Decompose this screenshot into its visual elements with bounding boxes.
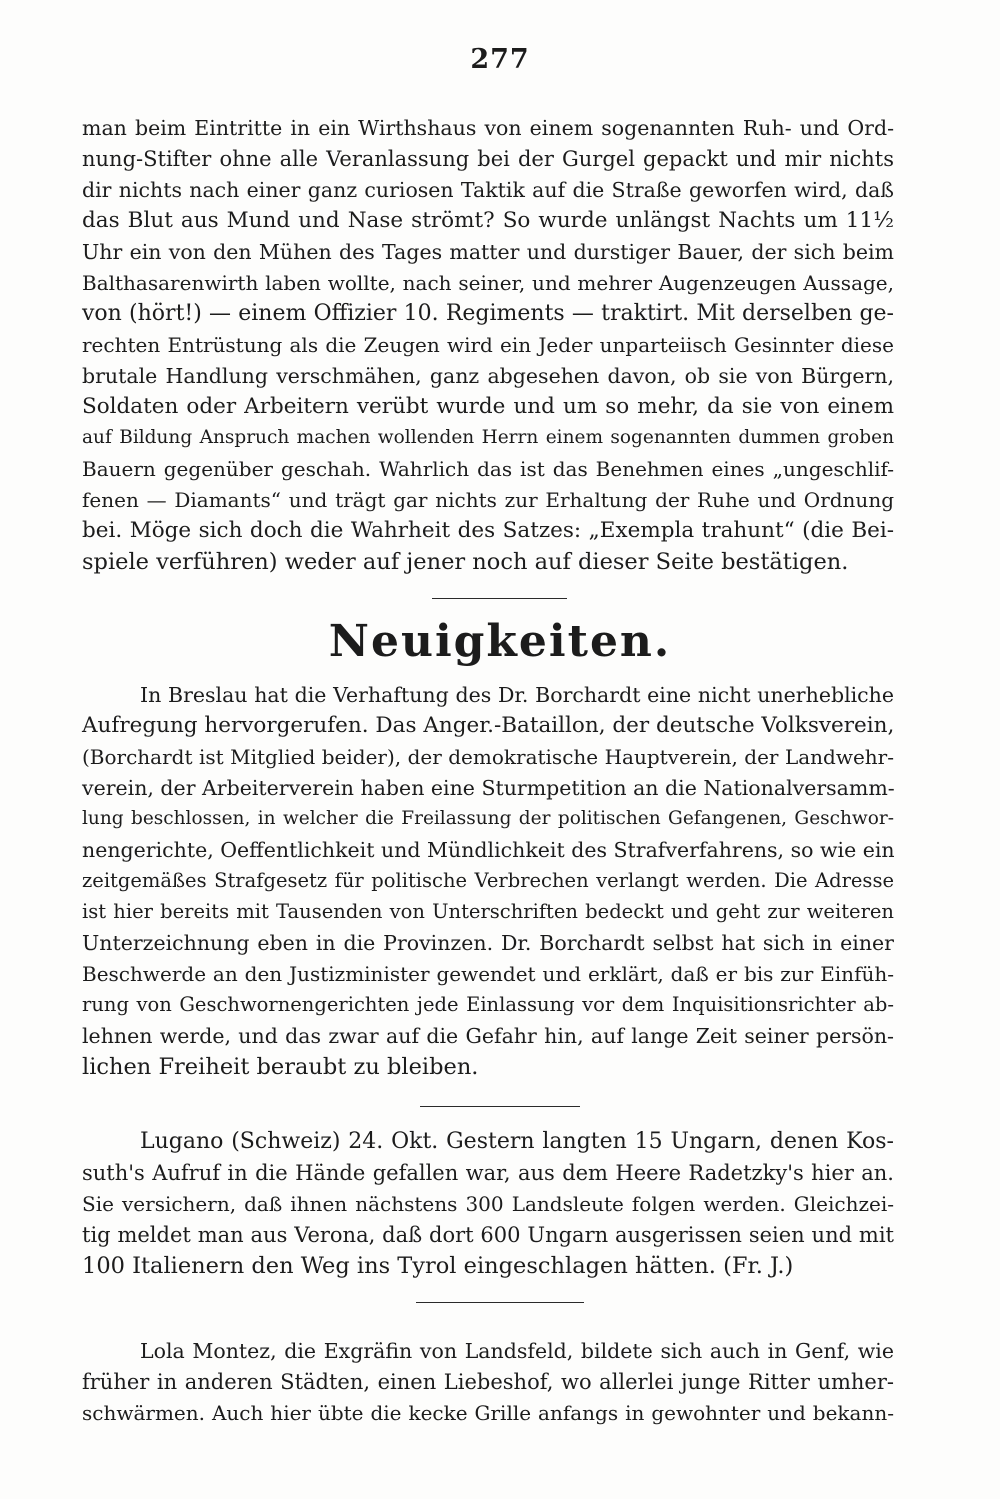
text-line: auf Bildung Anspruch machen wollenden Herrn einem sogenannten dummen groben (82, 427, 894, 448)
page-number: 277 (470, 44, 530, 75)
text-line: Uhr ein von den Mühen des Tages matter und durstiger Bauer, der sich beim (82, 240, 894, 264)
text-line: spiele verführen) weder auf jener noch auf dieser Seite bestätigen. (82, 549, 849, 575)
text-line: ist hier bereits mit Tausenden von Unterschriften bedeckt und geht zur weiteren (82, 900, 894, 923)
text-line: suth's Aufruf in die Hände gefallen war, aus dem Heere Radetzky's hier an. (82, 1161, 894, 1185)
text-line: Sie versichern, daß ihnen nächstens 300 Landsleute folgen werden. Gleichzei- (82, 1192, 894, 1216)
text-line: nengerichte, Oeffentlichkeit und Mündlichkeit des Strafverfahrens, so wie ein (82, 838, 895, 862)
text-line: Balthasarenwirth laben wollte, nach seiner, und mehrer Augenzeugen Aussage, (82, 271, 894, 295)
text-line: Lugano (Schweiz) 24. Okt. Gestern langten 15 Ungarn, denen Kos- (140, 1129, 894, 1154)
section-divider (420, 1106, 580, 1107)
text-line: Unterzeichnung eben in die Provinzen. Dr. Borchardt selbst hat sich in einer (82, 931, 894, 955)
text-line: lehnen werde, und das zwar auf die Gefahr hin, auf lange Zeit seiner persön- (82, 1024, 894, 1048)
section-heading: Neuigkeiten. (328, 616, 672, 667)
text-line: verein, der Arbeiterverein haben eine Sturmpetition an die Nationalversamm- (82, 776, 895, 800)
text-line: früher in anderen Städten, einen Liebeshof, wo allerlei junge Ritter umher- (82, 1370, 894, 1394)
text-line: fenen — Diamants“ und trägt gar nichts zur Erhaltung der Ruhe und Ordnung (82, 488, 894, 512)
text-line: (Borchardt ist Mitglied beider), der demokratische Hauptverein, der Landwehr- (82, 745, 894, 769)
text-line: Aufregung hervorgerufen. Das Anger.-Bataillon, der deutsche Volksverein, (82, 713, 895, 738)
text-line: Bauern gegenüber geschah. Wahrlich das ist das Benehmen eines „ungeschlif- (82, 457, 894, 481)
section-divider (416, 1302, 584, 1303)
text-line: brutale Handlung verschmähen, ganz abgesehen davon, ob sie von Bürgern, (82, 364, 894, 388)
text-line: In Breslau hat die Verhaftung des Dr. Borchardt eine nicht unerhebliche (140, 683, 894, 707)
text-line: von (hört!) — einem Offizier 10. Regiments — traktirt. Mit derselben ge- (82, 301, 894, 326)
text-line: man beim Eintritte in ein Wirthshaus von einem sogenannten Ruh- und Ord- (82, 116, 894, 140)
section-divider (432, 598, 567, 599)
text-line: Soldaten oder Arbeitern verübt wurde und um so mehr, da sie von einem (82, 394, 894, 419)
text-line: lung beschlossen, in welcher die Freilassung der politischen Gefangenen, Geschwor- (82, 808, 894, 829)
text-line: lichen Freiheit beraubt zu bleiben. (82, 1054, 479, 1080)
text-line: rung von Geschwornengerichten jede Einlassung vor dem Inquisitionsrichter ab- (82, 993, 894, 1016)
text-line: 100 Italienern den Weg ins Tyrol eingeschlagen hätten. (Fr. J.) (82, 1253, 794, 1279)
text-line: bei. Möge sich doch die Wahrheit des Satzes: „Exempla trahunt“ (die Bei- (82, 518, 894, 543)
text-line: zeitgemäßes Strafgesetz für politische Verbrechen verlangt werden. Die Adresse (82, 869, 894, 892)
text-line: schwärmen. Auch hier übte die kecke Grille anfangs in gewohnter und bekann- (82, 1401, 894, 1425)
text-line: tig meldet man aus Verona, daß dort 600 Ungarn ausgerissen seien und mit (82, 1223, 894, 1247)
text-line: nung-Stifter ohne alle Veranlassung bei der Gurgel gepackt und mir nichts (82, 147, 894, 171)
text-line: Lola Montez, die Exgräfin von Landsfeld, bildete sich auch in Genf, wie (140, 1339, 894, 1363)
text-line: das Blut aus Mund und Nase strömt? So wurde unlängst Nachts um 11½ (82, 208, 894, 233)
text-line: dir nichts nach einer ganz curiosen Taktik auf die Straße geworfen wird, daß (82, 178, 894, 202)
text-line: rechten Entrüstung als die Zeugen wird ein Jeder unparteiisch Gesinnter diese (82, 333, 894, 357)
text-line: Beschwerde an den Justizminister gewendet und erklärt, daß er bis zur Einfüh- (82, 962, 894, 986)
